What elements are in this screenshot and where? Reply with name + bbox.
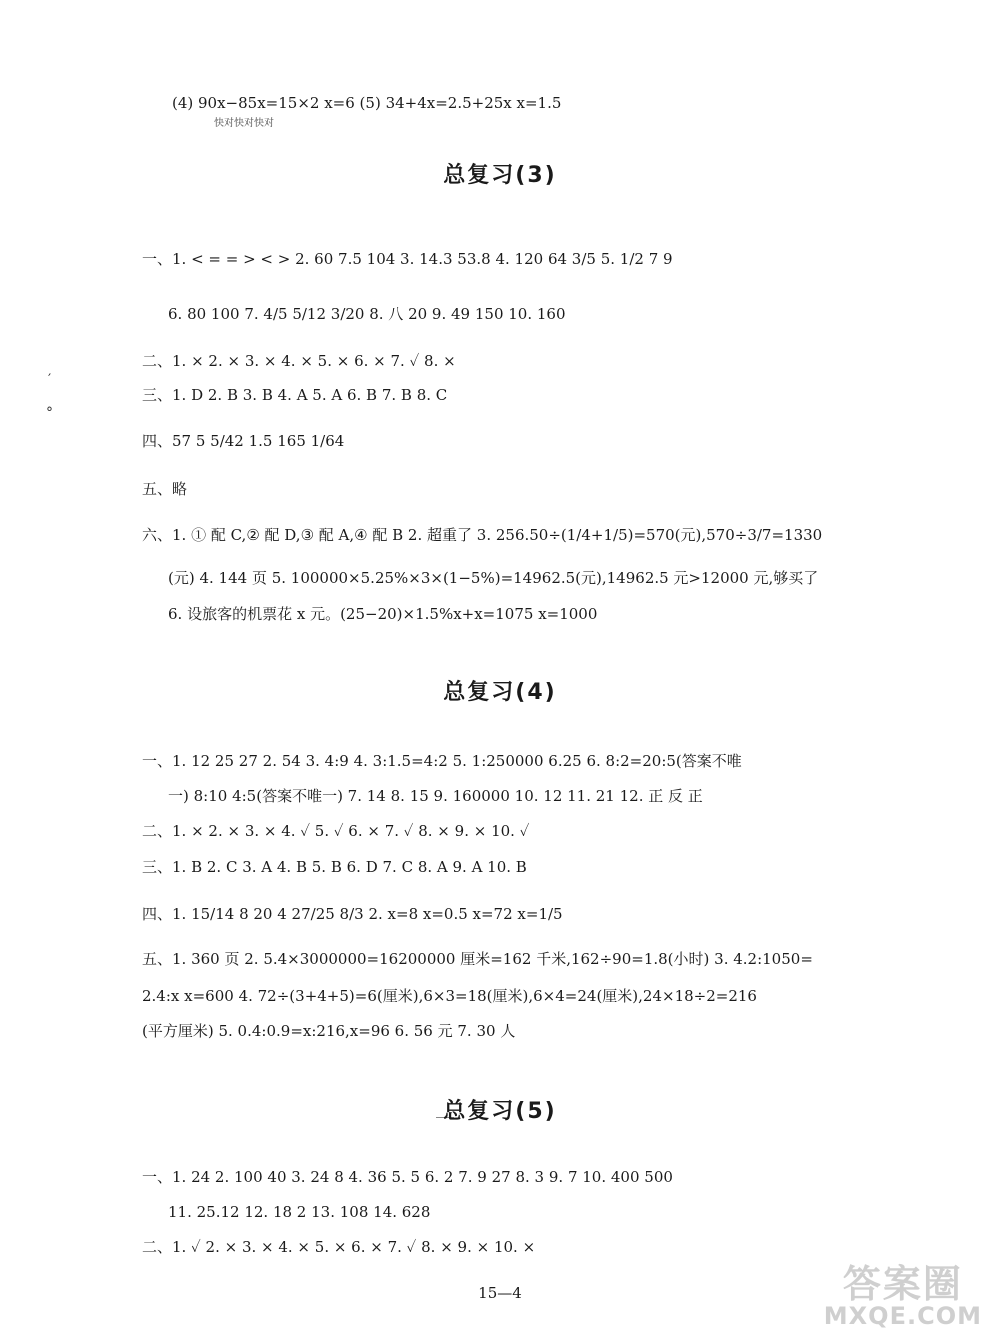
top-equation-line: (4) 90x−85x=15×2 x=6 (5) 34+4x=2.5+25x x=1.5 [172, 94, 562, 112]
s5-line-2: 11. 25.12 12. 18 2 13. 108 14. 628 [168, 1203, 431, 1221]
section-title-4: 总复习(4) [443, 680, 557, 705]
stray-mark: ′ [48, 372, 52, 388]
s4-line-6: 五、1. 360 页 2. 5.4×3000000=16200000 厘米=162 千米,162÷90=1.8(小时) 3. 4.2:1050= [142, 950, 813, 968]
s4-line-1: 一、1. 12 25 27 2. 54 3. 4:9 4. 3:1.5=4:2 5. 1:250000 6.25 6. 8:2=20:5(答案不唯 [142, 752, 742, 770]
section-title-3: 总复习(3) [443, 163, 557, 188]
watermark-url: MXQE.COM [823, 1302, 982, 1330]
tiny-note: 快对快对快对 [214, 118, 274, 129]
s3-line-7: 六、1. ① 配 C,② 配 D,③ 配 A,④ 配 B 2. 超重了 3. 256.50÷(1/4+1/5)=570(元),570÷3/7=1330 [142, 526, 823, 544]
s3-line-6: 五、略 [142, 480, 188, 498]
stray-dot: ° [46, 405, 53, 421]
s4-line-8: (平方厘米) 5. 0.4:0.9=x:216,x=96 6. 56 元 7. 30 人 [142, 1022, 516, 1040]
s4-line-5: 四、1. 15/14 8 20 4 27/25 8/3 2. x=8 x=0.5 x=72 x=1/5 [142, 905, 563, 923]
s4-line-3: 二、1. × 2. × 3. × 4. ✓ 5. ✓ 6. × 7. ✓ 8. × 9. × 10. ✓ [142, 822, 530, 840]
s5-line-3: 二、1. ✓ 2. × 3. × 4. × 5. × 6. × 7. ✓ 8. × 9. × 10. × [142, 1238, 536, 1256]
s4-line-2: 一) 8:10 4:5(答案不唯一) 7. 14 8. 15 9. 160000 10. 12 11. 21 12. 正 反 正 [168, 787, 703, 805]
watermark-logo [824, 1253, 982, 1330]
s5-line-1: 一、1. 24 2. 100 40 3. 24 8 4. 36 5. 5 6. 2 7. 9 27 8. 3 9. 7 10. 400 500 [142, 1168, 673, 1186]
s4-line-7: 2.4:x x=600 4. 72÷(3+4+5)=6(厘米),6×3=18(厘米),6×4=24(厘米),24×18÷2=216 [142, 987, 757, 1005]
s3-line-8: (元) 4. 144 页 5. 100000×5.25%×3×(1−5%)=14962.5(元),14962.5 元>12000 元,够买了 [168, 569, 819, 587]
s3-line-5: 四、57 5 5/42 1.5 165 1/64 [142, 432, 345, 450]
s3-line-9: 6. 设旅客的机票花 x 元。(25−20)×1.5%x+x=1075 x=1000 [168, 605, 598, 623]
s4-line-4: 三、1. B 2. C 3. A 4. B 5. B 6. D 7. C 8. A 9. A 10. B [142, 858, 527, 876]
page-number: 15—4 [478, 1284, 522, 1302]
s3-line-1: 一、1. < = = > < > 2. 60 7.5 104 3. 14.3 53.8 4. 120 64 3/5 5. 1/2 7 9 [142, 250, 673, 268]
watermark-text: 答案圈 [842, 1262, 963, 1306]
section-title-5: 总复习(5) [443, 1099, 557, 1124]
s3-line-4: 三、1. D 2. B 3. B 4. A 5. A 6. B 7. B 8. C [142, 386, 448, 404]
s3-line-2: 6. 80 100 7. 4/5 5/12 3/20 8. 八 20 9. 49 150 10. 160 [168, 305, 566, 323]
s3-line-3: 二、1. × 2. × 3. × 4. × 5. × 6. × 7. ✓ 8. × [142, 352, 456, 370]
